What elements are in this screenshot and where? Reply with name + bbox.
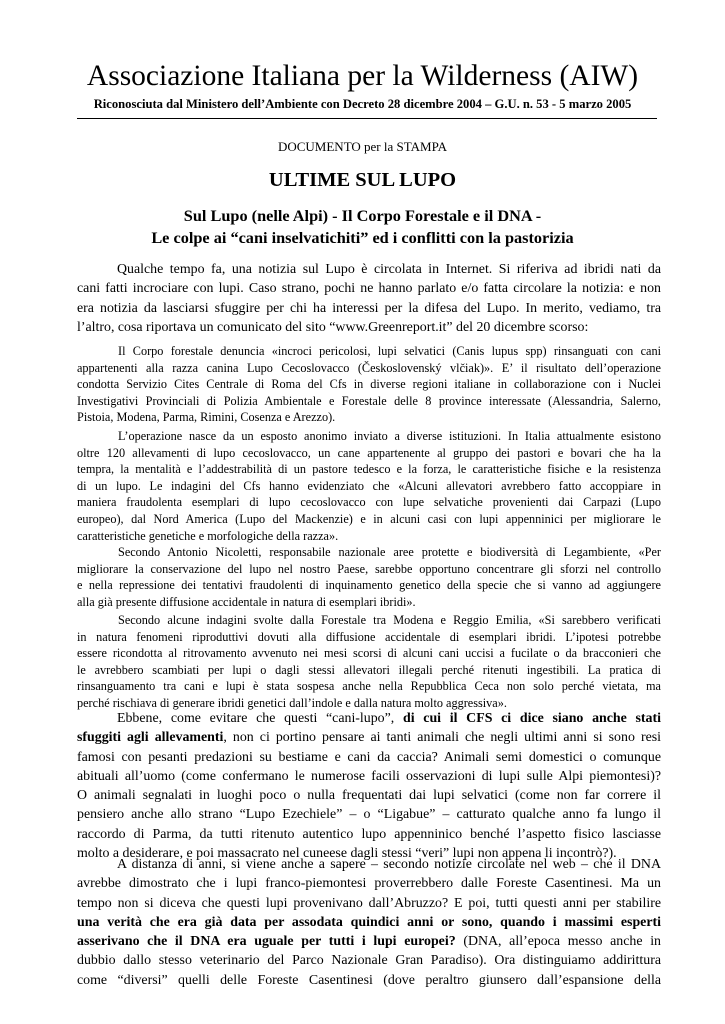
- paragraph-line: A distanza di anni, si viene anche a sapere – secondo notizie circolate nel web – che il DNA: [117, 857, 661, 872]
- paragraph-line: Pistoia, Modena, Parma, Rimini, Cosenza e Arezzo).: [77, 410, 336, 425]
- paragraph-line: cani fatti incrociare con lupi. Caso strano, pochi ne hanno parlato e/o fatta circolare la notizia: e non: [77, 281, 661, 297]
- main-title: ULTIME SUL LUPO: [268, 169, 457, 191]
- paragraph-line: Secondo alcune indagini svolte dalla Forestale tra Modena e Reggio Emilia, «Si sarebbero verificati: [118, 613, 661, 627]
- subtitle-line: Le colpe ai “cani inselvatichiti” ed i conflitti con la pastorizia: [151, 228, 574, 247]
- paragraph-line: era notizia da lasciarsi sfuggire per chi ha interessi per la difesa del Lupo. In merito, vediamo, tra: [77, 300, 661, 316]
- paragraph-line: Il Corpo forestale denuncia «incroci pericolosi, lupi selvatici (Canis lupus spp) rinsanguati con cani: [118, 344, 661, 358]
- paragraph-line: Investigativi Provinciali di Polizia Ambientale e Forestale delle 8 province interessate (Alessandria, Salerno,: [77, 393, 661, 408]
- paragraph-line: Secondo Antonio Nicoletti, responsabile nazionale aree protette e biodiversità di Legambiente, «Per: [118, 545, 661, 559]
- paragraph-line: avrebbe dimostrato che i lupi franco-piemontesi proverrebbero dalle Foreste Casentinesi. Ma un: [77, 876, 661, 892]
- distanza-paragraph: [77, 855, 661, 990]
- paragraph-line: europeo), dal Nord America (Lupo del Mackenzie) e in alcuni casi con lupi appenninici per migliorare le: [77, 511, 661, 526]
- paragraph-line: condotta Servizio Cites Centrale di Roma del Cfs in diverse regioni italiane in collaborazione con i Nuclei: [77, 377, 661, 392]
- paragraph-line: migliorare la conservazione del lupo nel nostro Paese, sarebbe opportuno concentrare gli sforzi nel controllo: [77, 561, 661, 576]
- document-label: DOCUMENTO per la STAMPA: [277, 139, 448, 154]
- bold-emphasis: sfuggiti agli allevamenti: [77, 730, 224, 746]
- paragraph-line: rinsanguamento tra cani e lupi è stata sospesa anche nella Repubblica Ceca non solo perché vietata, ma: [77, 679, 661, 694]
- paragraph-line: molto a desiderare, e poi massacrato nel cuneese dagli stessi “veri” lupi non appena li incontrò?).: [77, 846, 617, 862]
- paragraph-line: in natura fenomeni riproduttivi dovuti alla diffusione accidentale di esemplari ibridi. L’ipotesi potrebbe: [77, 629, 661, 644]
- paragraph-line: come “diversi” quelli delle Foreste Casentinesi (dove peraltro giunsero dall’espansione della: [77, 972, 661, 988]
- bold-emphasis: una verità che era già data per assodata quindici anni or sono, quando i massimi esperti: [77, 914, 661, 930]
- paragraph-line: caratteristiche genetiche e morfologiche della razza».: [77, 528, 339, 543]
- paragraph-line: e nella repressione dei tentativi fraudolenti di inquinamento genetico della specie che si vanno ad aggiungere: [77, 578, 661, 593]
- paragraph-line: famosi con pesanti predazioni su bestiame e cani da caccia? Animali semi domestici o comunque: [77, 749, 661, 765]
- paragraph-line: l’altro, cosa riportava un comunicato del sito “www.Greenreport.it” del 20 dicembre scorso:: [77, 319, 589, 335]
- paragraph-line: perché rischiava di generare ibridi genetici dall’indole e dalla natura molto aggressiva».: [77, 695, 507, 710]
- paragraph-line: [77, 913, 661, 932]
- quote-paragraph: [77, 612, 661, 712]
- bold-emphasis: di cui il CFS ci dice siano anche stati: [402, 711, 661, 726]
- quote-paragraph: [77, 343, 661, 426]
- subtitle-line: Sul Lupo (nelle Alpi) - Il Corpo Forestale e il DNA -: [183, 206, 542, 225]
- paragraph-line: abituali all’uomo (come confermano le numerose facili osservazioni di lupi sulle Alpi piemontesi)?: [77, 768, 661, 784]
- organization-subtitle: Riconosciuta dal Ministero dell’Ambiente con Decreto 28 dicembre 2004 – G.U. n. 53 - 5 marzo 2005: [93, 97, 632, 111]
- paragraph-line: O animali segnalati in luoghi poco o nulla frequentati dai lupi selvatici (come non far correre il: [77, 788, 661, 804]
- paragraph-line: oltre 120 allevamenti di lupo cecoslovacco, un cane appartenente al gruppo dei pastori e bovari che ha la: [77, 445, 661, 460]
- ebbene-paragraph: [77, 709, 661, 863]
- paragraph-line: le avrebbero scambiati per lupi o dagli stessi allevatori illegali perché ritenuti ingestibili. La pratica di: [77, 662, 661, 677]
- quote-paragraph: [77, 544, 661, 610]
- paragraph-line: essere ricondotta al ritrovamento avvenuto nei mesi scorsi di alcuni cani uccisi a fucilate o da bracconieri che: [77, 646, 661, 661]
- paragraph-line: appartenenti alla razza canina Lupo Cecoslovacco (Československý vlčiak)». E’ il risultato dell’operazione: [77, 360, 661, 375]
- paragraph-line: Qualche tempo fa, una notizia sul Lupo è circolata in Internet. Si riferiva ad ibridi nati da: [117, 262, 661, 277]
- quote-paragraph: [77, 428, 661, 544]
- paragraph-line: asserivano che il DNA era uguale per tutti i lupi europei? (DNA, all’epoca messo anche in: [77, 934, 661, 950]
- paragraph-line: alla già presente diffusione accidentale in natura di esemplari ibridi».: [77, 594, 416, 609]
- paragraph-line: dubbio dallo stesso veterinario del Parco Nazionale Gran Paradiso). Ora distinguiamo addirittura: [77, 953, 661, 969]
- header-divider: [77, 118, 657, 119]
- paragraph-line: tempo non si diceva che questi lupi provenivano dall’Abruzzo? E poi, tutti questi anni per stabilire: [77, 895, 661, 911]
- intro-paragraph: [77, 260, 661, 337]
- paragraph-line: L’operazione nasce da un esposto anonimo inviato a diverse istituzioni. In Italia attualmente esistono: [118, 429, 661, 443]
- subtitle: [0, 205, 725, 249]
- paragraph-line: raccordo di Parma, da tutti ritenuto autentico lupo appenninico benché l’aspetto fisico lasciasse: [77, 826, 661, 842]
- organization-title: Associazione Italiana per la Wilderness (AIW): [86, 60, 639, 92]
- paragraph-line: di un lupo. Le indagini del Cfs hanno evidenziato che «Alcuni allevatori avrebbero fatto accoppiare in: [77, 478, 661, 493]
- bold-emphasis: asserivano che il DNA era uguale per tutti i lupi europei?: [77, 934, 456, 950]
- paragraph-line: Ebbene, come evitare che questi “cani-lupo”, di cui il CFS ci dice siano anche stati: [117, 711, 661, 726]
- paragraph-line: sfuggiti agli allevamenti, non ci portino pensare ai tanti animali che negli ultimi anni si sono resi: [77, 730, 661, 746]
- paragraph-line: tempra, la mentalità e l’addestrabilità di un pastore tedesco e la forza, le caratteristiche fisiche e la resistenza: [77, 462, 661, 477]
- paragraph-line: pensiero anche allo strano “Lupo Ezechiele” – o “Ligabue” – catturato qualche anno fa lungo il: [77, 807, 661, 823]
- paragraph-line: maniera fraudolenta esemplari di lupo cecoslovacco con lupe selvatiche provenienti dai Carpazi (Lupo: [77, 495, 661, 510]
